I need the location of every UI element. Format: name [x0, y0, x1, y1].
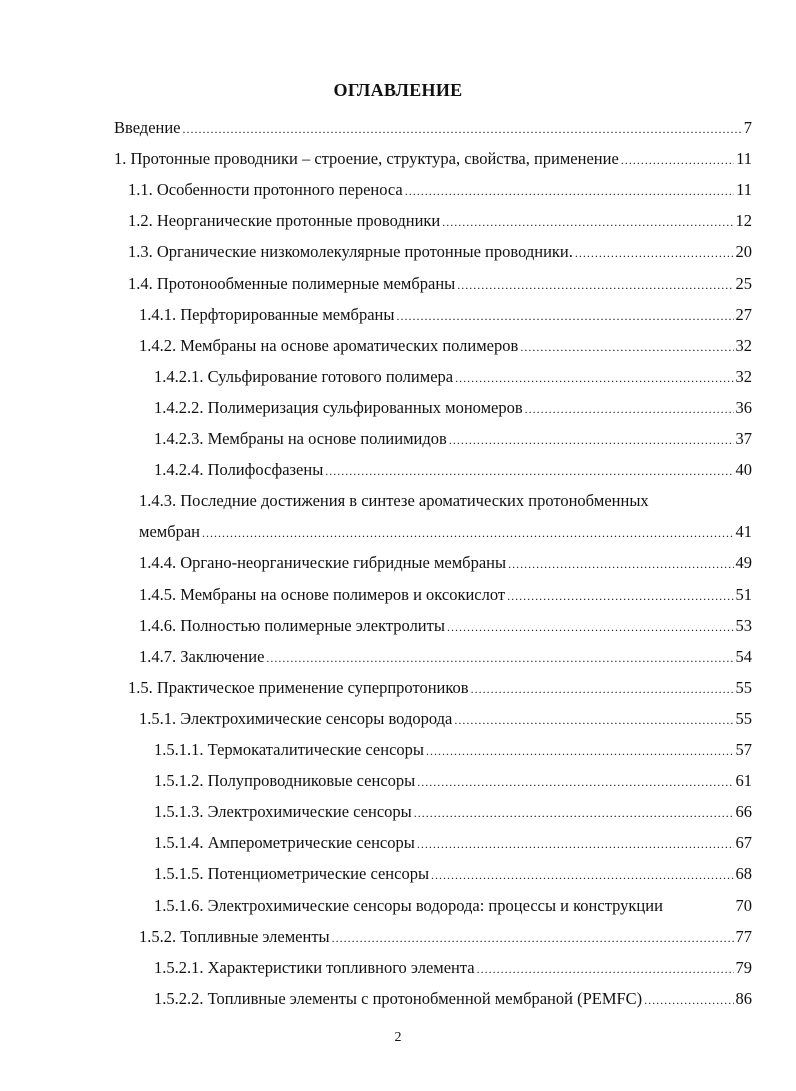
toc-entry-label: 1.1. Особенности протонного переноса: [128, 180, 403, 200]
toc-entry-page: 49: [735, 553, 752, 573]
toc-entry-page: 68: [735, 864, 752, 884]
toc-entry-page: 70: [735, 895, 752, 915]
toc-entry-page: 54: [735, 646, 752, 666]
dot-leader: [525, 402, 734, 417]
dot-leader: [520, 340, 733, 355]
toc-entry[interactable]: [114, 833, 752, 859]
toc-entry[interactable]: [114, 802, 752, 828]
toc-entry-page: 25: [735, 273, 752, 293]
toc-entry[interactable]: [114, 211, 752, 237]
toc-entry[interactable]: [114, 647, 752, 673]
dot-leader: [442, 215, 733, 230]
toc-entry-label: 1.4.2.3. Мембраны на основе полиимидов: [154, 429, 447, 448]
toc-entry[interactable]: [114, 367, 752, 393]
toc-entry-label: 1.5.2. Топливные элементы: [139, 926, 330, 946]
toc-entry[interactable]: [114, 305, 752, 331]
toc-entry[interactable]: [114, 553, 752, 579]
toc-entry[interactable]: [114, 989, 752, 1015]
toc-entry-page: 66: [735, 802, 752, 822]
dot-leader: [471, 682, 734, 697]
dot-leader: [507, 589, 733, 604]
toc-entry-page: 61: [735, 771, 752, 791]
toc-entry-label: 1.4.3. Последние достижения в синтезе ароматических протонобменных: [139, 491, 649, 511]
dot-leader: [457, 278, 733, 293]
toc-entry[interactable]: [114, 429, 752, 455]
toc-entry-label: 1.4.2.2. Полимеризация сульфированных мономеров: [154, 397, 523, 417]
toc-entry-label: 1.5.1.3. Электрохимические сенсоры: [154, 802, 412, 822]
toc-entry-page: 86: [735, 988, 752, 1008]
dot-leader: [332, 931, 734, 946]
toc-entry-label: 1.5.1.5. Потенциометрические сенсоры: [154, 864, 430, 884]
dot-leader: [426, 744, 734, 759]
dot-leader: [417, 775, 733, 790]
toc-entry-label: 1.5.1.6. Электрохимические сенсоры водорода: процессы и конструкции: [154, 895, 663, 915]
dot-leader: [644, 993, 733, 1008]
toc-entry-page: 12: [735, 211, 752, 231]
dot-leader: [183, 122, 742, 137]
toc-entry-label: 1.5.2.1. Характеристики топливного элемента: [154, 957, 475, 977]
toc-entry[interactable]: [114, 740, 752, 766]
toc-entry[interactable]: [114, 398, 752, 424]
toc-entry-page: 77: [735, 926, 752, 946]
toc-entry[interactable]: [114, 771, 752, 797]
toc-entry[interactable]: [114, 585, 752, 611]
toc-entry[interactable]: [114, 678, 752, 704]
toc-entry-label: 1.2. Неорганические протонные проводники: [128, 211, 441, 231]
toc-entry-page: 57: [735, 740, 752, 759]
toc-entry-label: 1.4.5. Мембраны на основе полимеров и оксокислот: [139, 584, 506, 604]
dot-leader: [266, 651, 733, 666]
toc-entry-page: 36: [735, 397, 752, 417]
toc-entry[interactable]: [114, 460, 752, 486]
page-number: 2: [394, 1030, 402, 1045]
toc-entry-label: 1.5.2.2. Топливные элементы с протонобменной мембраной (PEMFC): [154, 988, 643, 1008]
toc-entry[interactable]: [114, 180, 752, 206]
toc-entry-label: 1.5.1.1. Термокаталитические сенсоры: [154, 740, 424, 759]
toc-entry-label: 1.5. Практическое применение суперпротоников: [128, 677, 469, 697]
toc-entry-page: 11: [736, 180, 752, 200]
toc-entry-label: 1.3. Органические низкомолекулярные протонные проводники.: [128, 242, 573, 262]
toc-entry-label: 1.4. Протонообменные полимерные мембраны: [128, 273, 456, 293]
toc-entry-page: 55: [735, 708, 752, 728]
toc-entry-page: 20: [735, 242, 752, 262]
page-title: ОГЛАВЛЕНИЕ: [333, 80, 463, 100]
toc-entry[interactable]: [114, 242, 752, 268]
toc-entry[interactable]: [114, 118, 752, 144]
dot-leader: [431, 868, 733, 883]
toc-entry-label: 1.5.1. Электрохимические сенсоры водорода: [139, 708, 453, 728]
toc-entry-page: 7: [743, 118, 752, 137]
toc-entry[interactable]: [114, 709, 752, 735]
toc-entry[interactable]: [114, 927, 752, 953]
dot-leader: [455, 371, 733, 386]
toc-entry-page: 32: [735, 335, 752, 355]
toc-entry-label: мембран: [139, 522, 201, 542]
toc-entry-page: 37: [735, 429, 752, 448]
toc-entry[interactable]: [114, 274, 752, 300]
toc-entry-page: 32: [735, 366, 752, 386]
dot-leader: [414, 806, 734, 821]
toc-entry[interactable]: [114, 616, 752, 642]
toc-entry-page: 11: [736, 149, 752, 169]
toc-entry[interactable]: [114, 149, 752, 175]
dot-leader: [508, 557, 733, 572]
toc-entry-label: 1.4.1. Перфторированные мембраны: [139, 304, 395, 324]
toc-entry-page: 27: [735, 304, 752, 324]
dot-leader: [477, 962, 734, 977]
toc-entry-page: 67: [735, 833, 752, 853]
dot-leader: [447, 620, 734, 635]
toc-entry-page: 55: [735, 677, 752, 697]
toc-entry-continuation[interactable]: [114, 522, 752, 548]
toc-entry-label: 1.5.1.4. Амперометрические сенсоры: [154, 833, 415, 853]
toc-entry-label: 1.4.7. Заключение: [139, 646, 265, 666]
dot-leader: [325, 464, 733, 479]
toc-entry[interactable]: [114, 491, 752, 517]
dot-leader: [202, 526, 733, 541]
dot-leader: [417, 837, 734, 852]
toc-entry-page: 40: [735, 460, 752, 480]
toc-entry[interactable]: [114, 336, 752, 362]
toc-entry-label: 1.4.2. Мембраны на основе ароматических полимеров: [139, 335, 519, 355]
toc-entry-label: Введение: [114, 118, 181, 137]
toc-entry[interactable]: [114, 864, 752, 890]
toc-entry-page: 51: [735, 584, 752, 604]
toc-entry-page: 53: [735, 615, 752, 635]
dot-leader: [396, 309, 733, 324]
toc-entry-label: 1.5.1.2. Полупроводниковые сенсоры: [154, 771, 416, 791]
toc-entry[interactable]: [114, 896, 752, 922]
dot-leader: [405, 184, 734, 199]
dot-leader: [449, 433, 734, 448]
toc-entry-label: 1.4.2.1. Сульфирование готового полимера: [154, 366, 454, 386]
toc-entry-label: 1.4.2.4. Полифосфазены: [154, 460, 324, 480]
dot-leader: [575, 246, 734, 261]
toc-entry[interactable]: [114, 958, 752, 984]
dot-leader: [454, 713, 733, 728]
toc-entry-page: 79: [735, 957, 752, 977]
toc-entry-label: 1.4.6. Полностью полимерные электролиты: [139, 615, 445, 635]
toc-entry-label: 1.4.4. Органо-неорганические гибридные мембраны: [139, 553, 507, 573]
dot-leader: [621, 153, 734, 168]
toc-entry-label: 1. Протонные проводники – строение, структура, свойства, применение: [114, 149, 619, 169]
toc-entry-page: 41: [735, 522, 752, 542]
